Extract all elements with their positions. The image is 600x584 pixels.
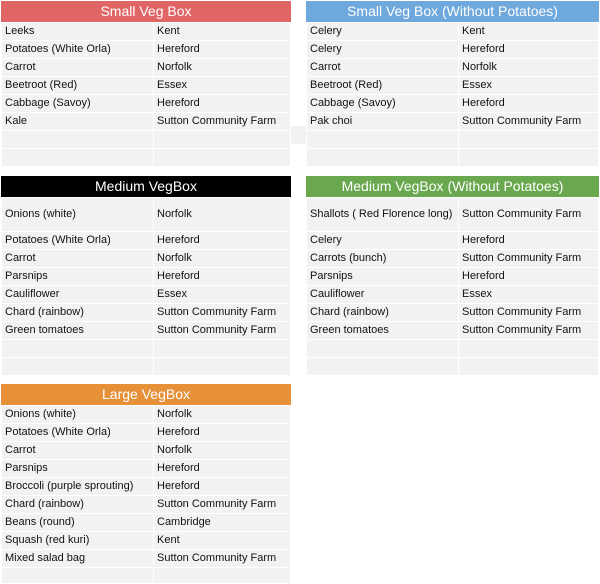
- medium-veg-box-table: [1, 197, 291, 376]
- origin-cell: Sutton Community Farm: [459, 113, 599, 131]
- item-cell: Parsnips: [307, 268, 459, 286]
- table-row: [2, 113, 291, 131]
- origin-cell: Sutton Community Farm: [154, 550, 291, 568]
- empty-row: [2, 149, 291, 167]
- origin-cell: Hereford: [154, 232, 291, 250]
- item-cell: Carrot: [307, 59, 459, 77]
- table-row: [2, 460, 291, 478]
- origin-cell: Hereford: [154, 424, 291, 442]
- empty-cell: [2, 149, 154, 167]
- origin-cell: Sutton Community Farm: [154, 322, 291, 340]
- table-row: [2, 532, 291, 550]
- item-cell: Carrots (bunch): [307, 250, 459, 268]
- origin-cell: Hereford: [154, 95, 291, 113]
- small-veg-box-no-potatoes-table: [306, 22, 599, 167]
- origin-cell: Sutton Community Farm: [154, 304, 291, 322]
- origin-cell: Norfolk: [154, 198, 291, 232]
- origin-cell: Kent: [459, 23, 599, 41]
- origin-cell: Sutton Community Farm: [154, 496, 291, 514]
- table-row: [2, 59, 291, 77]
- empty-cell: [154, 358, 291, 376]
- item-cell: Broccoli (purple sprouting): [2, 478, 154, 496]
- origin-cell: Norfolk: [154, 59, 291, 77]
- empty-cell: [154, 131, 291, 149]
- table-row: [2, 198, 291, 232]
- origin-cell: Cambridge: [154, 514, 291, 532]
- item-cell: Green tomatoes: [2, 322, 154, 340]
- empty-row: [307, 149, 599, 167]
- table-row: [307, 23, 599, 41]
- item-cell: Cabbage (Savoy): [2, 95, 154, 113]
- origin-cell: Hereford: [459, 268, 599, 286]
- origin-cell: Essex: [154, 77, 291, 95]
- empty-row: [307, 340, 599, 358]
- empty-cell: [154, 568, 291, 584]
- item-cell: Parsnips: [2, 268, 154, 286]
- item-cell: Green tomatoes: [307, 322, 459, 340]
- table-row: [2, 41, 291, 59]
- empty-cell: [307, 340, 459, 358]
- table-row: [307, 322, 599, 340]
- table-row: [2, 232, 291, 250]
- origin-cell: Hereford: [459, 95, 599, 113]
- table-row: [2, 304, 291, 322]
- table-row: [2, 286, 291, 304]
- origin-cell: Sutton Community Farm: [459, 304, 599, 322]
- origin-cell: Hereford: [154, 41, 291, 59]
- table-row: [2, 406, 291, 424]
- small-veg-box-title: Small Veg Box: [1, 1, 291, 22]
- table-row: [2, 77, 291, 95]
- item-cell: Carrot: [2, 442, 154, 460]
- table-row: [307, 41, 599, 59]
- item-cell: Cabbage (Savoy): [307, 95, 459, 113]
- table-row: [2, 550, 291, 568]
- item-cell: Chard (rainbow): [2, 304, 154, 322]
- origin-cell: Essex: [154, 286, 291, 304]
- item-cell: Onions (white): [2, 406, 154, 424]
- table-row: [2, 514, 291, 532]
- empty-cell: [459, 131, 599, 149]
- table-row: [2, 268, 291, 286]
- empty-cell: [459, 358, 599, 376]
- item-cell: Kale: [2, 113, 154, 131]
- table-row: [307, 198, 599, 232]
- item-cell: Leeks: [2, 23, 154, 41]
- origin-cell: Norfolk: [154, 250, 291, 268]
- origin-cell: Kent: [154, 23, 291, 41]
- empty-row: [2, 131, 291, 149]
- item-cell: Carrot: [2, 59, 154, 77]
- medium-veg-box-title: Medium VegBox: [1, 176, 291, 197]
- item-cell: Beetroot (Red): [2, 77, 154, 95]
- large-veg-box: [1, 384, 291, 584]
- origin-cell: Norfolk: [154, 406, 291, 424]
- item-cell: Cauliflower: [307, 286, 459, 304]
- item-cell: Celery: [307, 23, 459, 41]
- table-row: [307, 250, 599, 268]
- large-veg-box-table: [1, 405, 291, 584]
- empty-cell: [459, 340, 599, 358]
- small-veg-box-no-potatoes: [306, 1, 599, 167]
- item-cell: Squash (red kuri): [2, 532, 154, 550]
- origin-cell: Hereford: [459, 41, 599, 59]
- empty-row: [2, 340, 291, 358]
- empty-cell: [307, 131, 459, 149]
- item-cell: Chard (rainbow): [2, 496, 154, 514]
- table-row: [2, 322, 291, 340]
- origin-cell: Hereford: [154, 268, 291, 286]
- column-gap-cell: [291, 126, 306, 144]
- item-cell: Shallots ( Red Florence long): [307, 198, 459, 232]
- empty-cell: [459, 149, 599, 167]
- table-row: [307, 113, 599, 131]
- table-row: [2, 250, 291, 268]
- empty-cell: [154, 149, 291, 167]
- table-row: [2, 478, 291, 496]
- table-row: [307, 286, 599, 304]
- origin-cell: Kent: [154, 532, 291, 550]
- table-row: [2, 23, 291, 41]
- origin-cell: Sutton Community Farm: [459, 322, 599, 340]
- small-veg-box-table: [1, 22, 291, 167]
- item-cell: Potatoes (White Orla): [2, 424, 154, 442]
- origin-cell: Norfolk: [154, 442, 291, 460]
- origin-cell: Hereford: [154, 460, 291, 478]
- origin-cell: Sutton Community Farm: [459, 198, 599, 232]
- item-cell: Celery: [307, 41, 459, 59]
- empty-cell: [307, 149, 459, 167]
- medium-veg-box-no-potatoes-table: [306, 197, 599, 376]
- empty-row: [307, 358, 599, 376]
- origin-cell: Hereford: [459, 232, 599, 250]
- empty-cell: [307, 358, 459, 376]
- item-cell: Beans (round): [2, 514, 154, 532]
- table-row: [2, 496, 291, 514]
- table-row: [307, 95, 599, 113]
- item-cell: Potatoes (White Orla): [2, 232, 154, 250]
- medium-veg-box-no-potatoes-title: Medium VegBox (Without Potatoes): [306, 176, 599, 197]
- empty-row: [2, 568, 291, 584]
- table-row: [2, 95, 291, 113]
- origin-cell: Hereford: [154, 478, 291, 496]
- table-row: [307, 304, 599, 322]
- medium-veg-box-no-potatoes: [306, 176, 599, 376]
- empty-cell: [2, 568, 154, 584]
- table-row: [307, 232, 599, 250]
- table-row: [307, 59, 599, 77]
- item-cell: Potatoes (White Orla): [2, 41, 154, 59]
- origin-cell: Essex: [459, 286, 599, 304]
- item-cell: Celery: [307, 232, 459, 250]
- item-cell: Parsnips: [2, 460, 154, 478]
- small-veg-box-no-potatoes-title: Small Veg Box (Without Potatoes): [306, 1, 599, 22]
- small-veg-box: [1, 1, 291, 167]
- empty-cell: [2, 131, 154, 149]
- item-cell: Pak choi: [307, 113, 459, 131]
- table-row: [307, 268, 599, 286]
- origin-cell: Essex: [459, 77, 599, 95]
- large-veg-box-title: Large VegBox: [1, 384, 291, 405]
- empty-row: [307, 131, 599, 149]
- origin-cell: Sutton Community Farm: [154, 113, 291, 131]
- medium-veg-box: [1, 176, 291, 376]
- empty-cell: [2, 358, 154, 376]
- empty-cell: [154, 340, 291, 358]
- table-row: [307, 77, 599, 95]
- origin-cell: Norfolk: [459, 59, 599, 77]
- item-cell: Mixed salad bag: [2, 550, 154, 568]
- table-row: [2, 442, 291, 460]
- item-cell: Beetroot (Red): [307, 77, 459, 95]
- origin-cell: Sutton Community Farm: [459, 250, 599, 268]
- item-cell: Cauliflower: [2, 286, 154, 304]
- table-row: [2, 424, 291, 442]
- item-cell: Onions (white): [2, 198, 154, 232]
- empty-cell: [2, 340, 154, 358]
- empty-row: [2, 358, 291, 376]
- item-cell: Chard (rainbow): [307, 304, 459, 322]
- item-cell: Carrot: [2, 250, 154, 268]
